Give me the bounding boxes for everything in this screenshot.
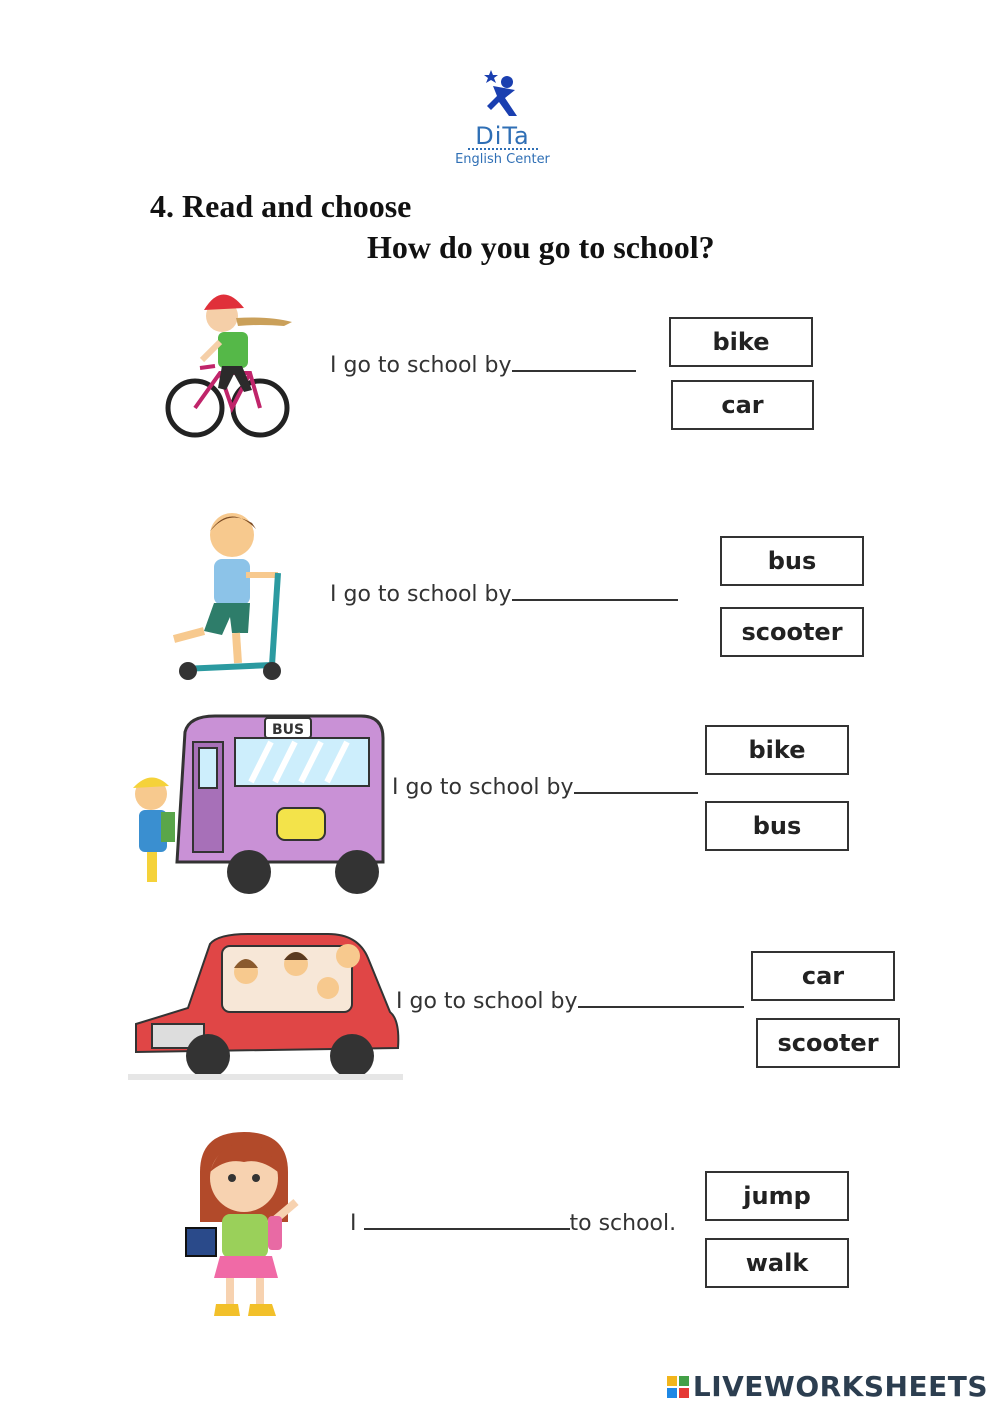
sentence	[350, 1210, 676, 1236]
liveworksheets-brand	[667, 1370, 988, 1403]
option-button[interactable]: bike	[705, 725, 849, 775]
logo-name: DiTa	[475, 122, 530, 150]
star-figure-icon	[445, 64, 560, 124]
family-in-car-picture	[128, 928, 403, 1086]
option-button[interactable]: bus	[705, 801, 849, 851]
sentence-start: I go to school by	[330, 582, 512, 607]
sentence-start: I go to school by	[392, 775, 574, 800]
answer-blank[interactable]	[512, 581, 678, 601]
bus-sign: BUS	[271, 722, 305, 738]
sentence-end: to school.	[569, 1211, 677, 1236]
girl-riding-bike-picture	[160, 278, 300, 448]
option-button[interactable]: car	[671, 380, 814, 430]
sentence	[330, 581, 678, 607]
logo-divider	[468, 148, 538, 150]
sentence	[396, 988, 744, 1014]
option-button[interactable]: jump	[705, 1171, 849, 1221]
dita-logo	[445, 64, 560, 176]
boy-on-scooter-picture	[160, 505, 295, 687]
option-button[interactable]: walk	[705, 1238, 849, 1288]
logo-subtitle: English Center	[455, 152, 550, 167]
sentence-start: I go to school by	[396, 989, 578, 1014]
answer-blank[interactable]	[574, 774, 698, 794]
brand-name: LIVEWORKSHEETS	[692, 1370, 988, 1403]
option-button[interactable]: bike	[669, 317, 813, 367]
option-button[interactable]: bus	[720, 536, 864, 586]
option-button[interactable]: car	[751, 951, 895, 1001]
answer-blank[interactable]	[512, 352, 636, 372]
sentence	[330, 352, 636, 378]
sentence	[392, 774, 698, 800]
answer-blank[interactable]	[578, 988, 744, 1008]
option-button[interactable]: scooter	[756, 1018, 900, 1068]
liveworksheets-logo-icon	[667, 1376, 689, 1398]
girl-walking-picture	[180, 1132, 310, 1324]
child-boarding-bus-picture	[125, 712, 387, 897]
section-title: 4. Read and choose	[150, 188, 412, 224]
sentence-start: I go to school by	[330, 353, 512, 378]
answer-blank[interactable]	[364, 1210, 570, 1230]
question-title: How do you go to school?	[367, 229, 715, 265]
sentence-start: I	[350, 1211, 357, 1236]
option-button[interactable]: scooter	[720, 607, 864, 657]
